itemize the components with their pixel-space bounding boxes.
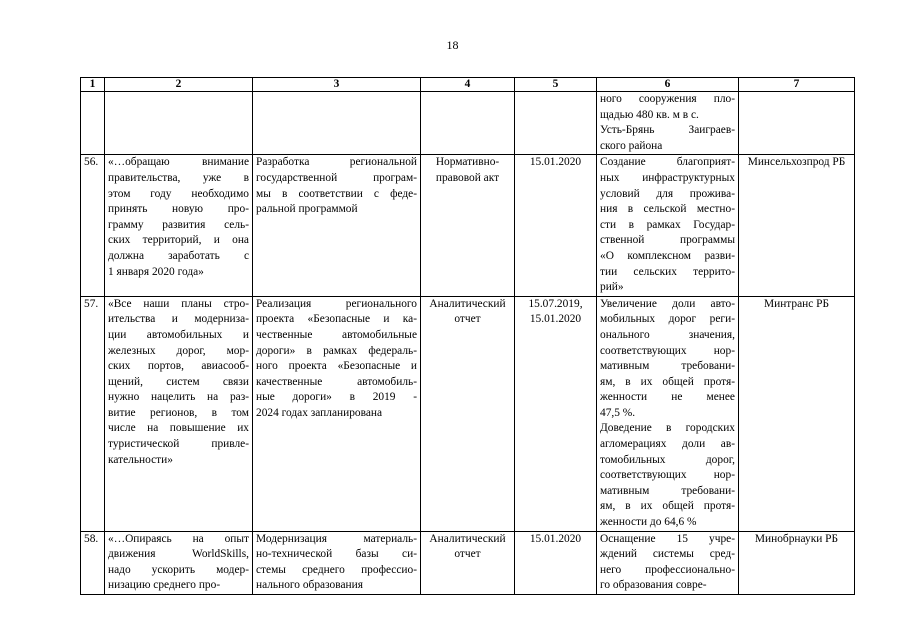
header-col-4: 4 [421,78,515,92]
header-col-1: 1 [81,78,105,92]
result-cell-line: тии сельских террито- [600,265,735,278]
document-type-cell [421,296,515,531]
result-cell-line: ям, в их общей протя- [600,500,735,513]
document-type-cell-line: отчет [454,313,481,326]
document-table [80,77,855,595]
result-cell-line: Оснащение 15 учре- [600,532,735,545]
measure-cell-line: проекта «Безопасные и ка- [256,313,417,326]
row-number: 57. [81,296,105,531]
date-cell [515,92,597,155]
date-cell [515,296,597,531]
executor-cell: Минобрнауки РБ [739,531,855,594]
measure-cell-line: нального образования [256,579,363,592]
result-cell-line: «О комплексном разви- [600,249,735,262]
measure-cell-line: ральной программой [256,203,358,216]
result-cell [597,296,739,531]
result-cell-line: него профессионально- [600,563,735,576]
quote-cell-line: «…обращаю внимание [108,156,249,169]
table-row [81,155,855,296]
result-cell-line: агломерациях доли ав- [600,438,735,451]
measure-cell-line: дороги» в рамках федераль- [256,344,417,357]
measure-cell-line: 2024 годах запланирована [256,406,383,419]
page-number: 18 [446,38,459,52]
result-cell-line: ственной программы [600,234,735,247]
measure-cell-line: качественные автомобиль- [256,375,417,388]
measure-cell [253,92,421,155]
quote-cell-line: нужно нацелить на раз- [108,391,249,404]
header-col-2: 2 [105,78,253,92]
measure-cell-line: стемы среднего профессио- [256,563,417,576]
result-cell-line: ного сооружения пло- [600,93,735,105]
header-col-3: 3 [253,78,421,92]
document-type-cell-line: Аналитический [429,532,506,545]
date-cell-line: 15.07.2019, [528,297,583,310]
result-cell [597,155,739,296]
document-type-cell [421,531,515,594]
quote-cell-line: ции автомобильных и [108,328,249,341]
row-number: 58. [81,531,105,594]
measure-cell-line: Разработка региональной [256,156,417,169]
quote-cell-line: грамму развития сель- [108,218,249,231]
measure-cell [253,296,421,531]
document-type-cell-line: Нормативно- [435,156,500,169]
result-cell-line: ния в сельской местно- [600,203,735,216]
quote-cell-line: принять новую про- [108,203,249,216]
document-type-cell-line: правовой акт [435,171,500,184]
result-cell-line: женности не менее [600,391,735,404]
quote-cell-line: движения WorldSkills, [108,548,249,561]
quote-cell-line: кательности» [108,453,173,466]
measure-cell-line: ного проекта «Безопасные и [256,360,417,373]
header-col-5: 5 [515,78,597,92]
quote-cell-line: числе на повышение их [108,422,249,435]
header-col-7: 7 [739,78,855,92]
result-cell [597,92,739,155]
result-cell-line: рий» [600,281,624,294]
measure-cell-line: государственной програм- [256,171,417,184]
executor-cell [739,92,855,155]
quote-cell [105,296,253,531]
result-cell-line: женности до 64,6 % [600,516,697,529]
date-cell [515,155,597,296]
date-cell-line: 15.01.2020 [529,156,582,169]
document-type-cell-line: отчет [454,548,481,561]
result-cell-line: 47,5 %. [600,406,636,419]
document-type-cell [421,92,515,155]
result-cell-line: ных инфраструктурных [600,171,735,184]
result-cell-line: онального значения, [600,328,735,341]
measure-cell [253,155,421,296]
result-cell-line: го образования совре- [600,579,707,592]
date-cell [515,531,597,594]
result-cell-line: условий для прожива- [600,187,735,200]
quote-cell-line: надо ускорить модер- [108,563,249,576]
result-cell-line: мативным требовани- [600,360,735,373]
result-cell-line: соответствующих нор- [600,344,735,357]
measure-cell-line: мы в соответствии с феде- [256,187,417,200]
header-row [81,78,855,92]
quote-cell-line: должна заработать с [108,249,249,262]
executor-cell: Минтранс РБ [739,296,855,531]
executor-cell: Минсельхозпрод РБ [739,155,855,296]
header-col-6: 6 [597,78,739,92]
measure-cell-line: Модернизация материаль- [256,532,417,545]
document-type-cell [421,155,515,296]
quote-cell-line: туристической привле- [108,438,249,451]
table-row [81,531,855,594]
measure-cell-line: чественные автомобильные [256,328,417,341]
result-cell-line: томобильных дорог, [600,453,735,466]
result-cell-line: Увеличение доли авто- [600,297,735,310]
result-cell-line: ждений системы сред- [600,548,735,561]
result-cell-line: мативным требовани- [600,484,735,497]
result-cell-line: сти в рамках Государ- [600,218,735,231]
result-cell-line: Создание благоприят- [600,156,735,169]
date-cell-line: 15.01.2020 [529,532,582,545]
measure-cell-line: Реализация регионального [256,297,417,310]
table-row [81,296,855,531]
quote-cell-line: ских портов, авиасооб- [108,360,249,373]
date-cell-line: 15.01.2020 [529,313,582,326]
quote-cell [105,92,253,155]
row-number [81,92,105,155]
result-cell [597,531,739,594]
quote-cell-line: низацию среднего про- [108,579,221,592]
result-cell-line: Усть-Брянь Заиграев- [600,124,735,137]
measure-cell [253,531,421,594]
quote-cell-line: щений, систем связи [108,375,249,388]
result-cell-line: ского района [600,139,663,152]
quote-cell-line: «Все наши планы стро- [108,297,249,310]
quote-cell-line: «…Опираясь на опыт [108,532,249,545]
result-cell-line: Доведение в городских [600,422,735,435]
quote-cell [105,155,253,296]
quote-cell [105,531,253,594]
result-cell-line: соответствующих нор- [600,469,735,482]
quote-cell-line: правительства, уже в [108,171,249,184]
quote-cell-line: витие регионов, в том [108,406,249,419]
table-row [81,92,855,155]
row-number: 56. [81,155,105,296]
measure-cell-line: но-технической базы си- [256,548,417,561]
result-cell-line: ям, в их общей протя- [600,375,735,388]
quote-cell-line: этом году необходимо [108,187,249,200]
document-type-cell-line: Аналитический [429,297,506,310]
measure-cell-line: ные дороги» в 2019 - [256,391,417,404]
quote-cell-line: железных дорог, мор- [108,344,249,357]
result-cell-line: мобильных дорог реги- [600,313,735,326]
result-cell-line: щадью 480 кв. м в с. [600,108,699,121]
quote-cell-line: 1 января 2020 года» [108,265,204,278]
quote-cell-line: ительства и модерниза- [108,313,249,326]
quote-cell-line: ских территорий, и она [108,234,249,247]
